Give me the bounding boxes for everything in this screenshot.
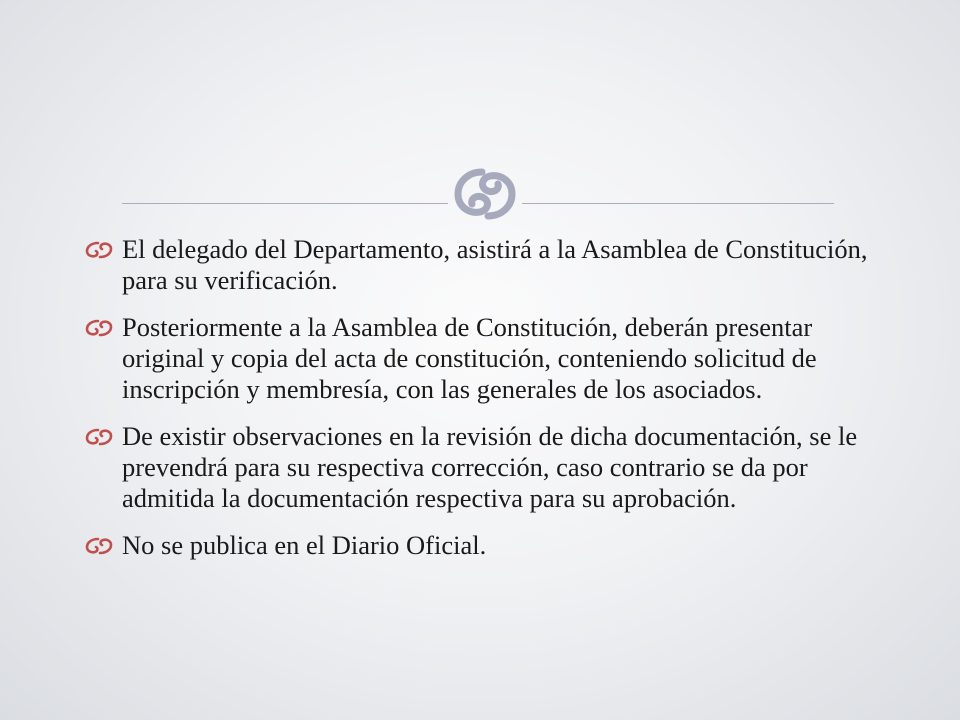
- bullet-item: [84, 530, 884, 561]
- bullet-text: El delegado del Departamento, asistirá a la Asamblea de Constitución, para su verificación.: [122, 234, 868, 295]
- swirl-bullet-icon: [84, 319, 114, 337]
- bullet-text: De existir observaciones en la revisión de dicha documentación, se le prevendrá para su respectiva corrección, caso contrario se da por admitida la documentación respectiva para su aprobación.: [122, 421, 858, 513]
- bullet-item: [84, 234, 884, 296]
- title-divider-right: [522, 203, 834, 204]
- double-swirl-ornament-icon: [448, 166, 522, 222]
- bullet-list: [84, 234, 884, 577]
- bullet-text: No se publica en el Diario Oficial.: [122, 530, 487, 560]
- swirl-bullet-icon: [84, 428, 114, 446]
- title-divider-left: [122, 203, 448, 204]
- bullet-item: [84, 312, 884, 405]
- swirl-bullet-icon: [84, 241, 114, 259]
- swirl-bullet-icon: [84, 537, 114, 555]
- bullet-item: [84, 421, 884, 514]
- bullet-text: Posteriormente a la Asamblea de Constitución, deberán presentar original y copia del acta de constitución, conteniendo solicitud de inscripción y membresía, con las generales de los asociados.: [122, 312, 817, 404]
